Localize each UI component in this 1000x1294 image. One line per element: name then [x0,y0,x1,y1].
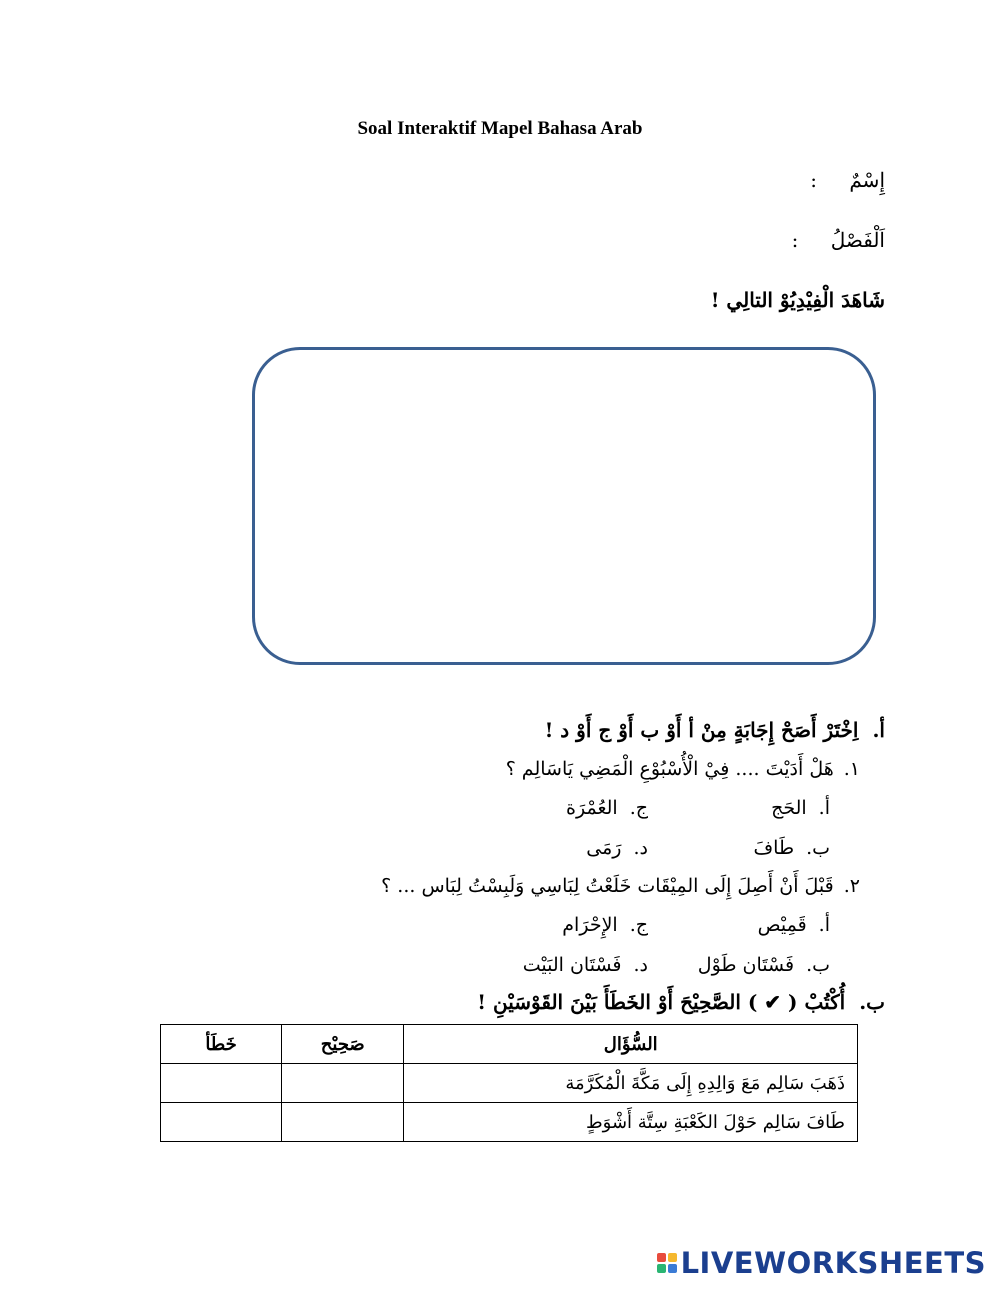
video-frame[interactable] [252,347,876,665]
section-b-heading [477,990,885,1014]
option-q2-a[interactable] [758,914,830,936]
option-text: فَسْتَان البَيْت [522,954,622,976]
logo-grid-icon [657,1253,677,1273]
section-a-text: اِخْتَرْ أَصَحْ إِجَابَةٍ مِنْ أ أَوْ ب أَوْ ج أَوْ د ! [544,718,859,742]
option-q1-a[interactable] [771,797,830,819]
liveworksheets-logo [657,1246,986,1280]
question-1 [506,758,860,780]
option-q1-c[interactable] [566,797,648,819]
option-text: قَمِيْص [757,914,807,936]
name-field [810,168,885,192]
section-a-heading [545,718,885,742]
option-q2-d[interactable] [523,954,648,976]
table-row [161,1103,858,1142]
video-instruction: شَاهَدَ الْفِيْدِيُوْ التالِي ! [710,288,885,312]
option-letter: ج. [629,797,648,819]
question-number: ١. [843,758,860,780]
question-number: ٢. [843,875,860,897]
statement-cell: ذَهَبَ سَالِم مَعَ وَالِدِهِ إِلَى مَكَّةَ الْمُكَرَّمَة [404,1064,858,1103]
question-text: قَبْلَ أَنْ أَصِلَ إِلَى المِيْقَات خَلَعْتُ لِبَاسِي وَلَبِسْتُ لِبَاس ... ؟ [381,875,834,897]
option-q1-b[interactable] [753,837,830,859]
column-header-question: السُّؤَال [404,1025,858,1064]
section-b-marker: ب. [859,990,885,1014]
logo-text: LIVEWORKSHEETS [680,1246,986,1280]
logo-square-green [657,1264,666,1273]
option-letter: د. [633,954,648,976]
section-a-marker: أ. [872,718,885,742]
option-letter: ب. [806,954,830,976]
class-label: اَلْفَصْلُ [830,228,885,252]
section-b-text: أُكْتُبْ ( ✔ ) الصَّحِيْحَ أَوْ الخَطَأَ بَيْنَ القَوْسَيْنِ ! [477,990,846,1014]
option-text: طَافَ [753,837,795,859]
true-false-table [160,1024,858,1142]
option-q2-c[interactable] [562,914,648,936]
true-answer-cell[interactable] [282,1064,404,1103]
column-header-true: صَحِيْح [282,1025,404,1064]
statement-cell: طَافَ سَالِم حَوْلَ الكَعْبَةِ سِتَّة أَشْوَطٍ [404,1103,858,1142]
class-field [792,228,885,252]
false-answer-cell[interactable] [161,1103,282,1142]
question-text: هَلْ أَدَيْتَ .... فِيْ الْأُسْبُوْعِ الْمَضِي يَاسَالِم ؟ [505,758,834,780]
logo-square-yellow [668,1253,677,1262]
logo-square-red [657,1253,666,1262]
option-text: رَمَى [586,837,622,859]
false-answer-cell[interactable] [161,1064,282,1103]
option-q2-b[interactable] [698,954,830,976]
option-letter: أ. [818,914,830,936]
option-text: الإِحْرَام [562,914,618,936]
column-header-false: خَطَأ [161,1025,282,1064]
option-text: فَسْتَان طَوْل [697,954,795,976]
question-2 [381,875,860,897]
option-text: العُمْرَة [566,797,618,819]
page-title: Soal Interaktif Mapel Bahasa Arab [357,118,643,139]
option-letter: أ. [818,797,830,819]
table-row [161,1064,858,1103]
true-answer-cell[interactable] [282,1103,404,1142]
option-letter: ج. [629,914,648,936]
option-text: الحَج [771,797,807,819]
name-colon: : [810,168,818,192]
option-letter: د. [633,837,648,859]
logo-square-blue [668,1264,677,1273]
name-label: إِسْمٌ [849,168,885,192]
option-q1-d[interactable] [586,837,648,859]
option-letter: ب. [806,837,830,859]
table-header-row [161,1025,858,1064]
class-colon: : [791,228,799,252]
